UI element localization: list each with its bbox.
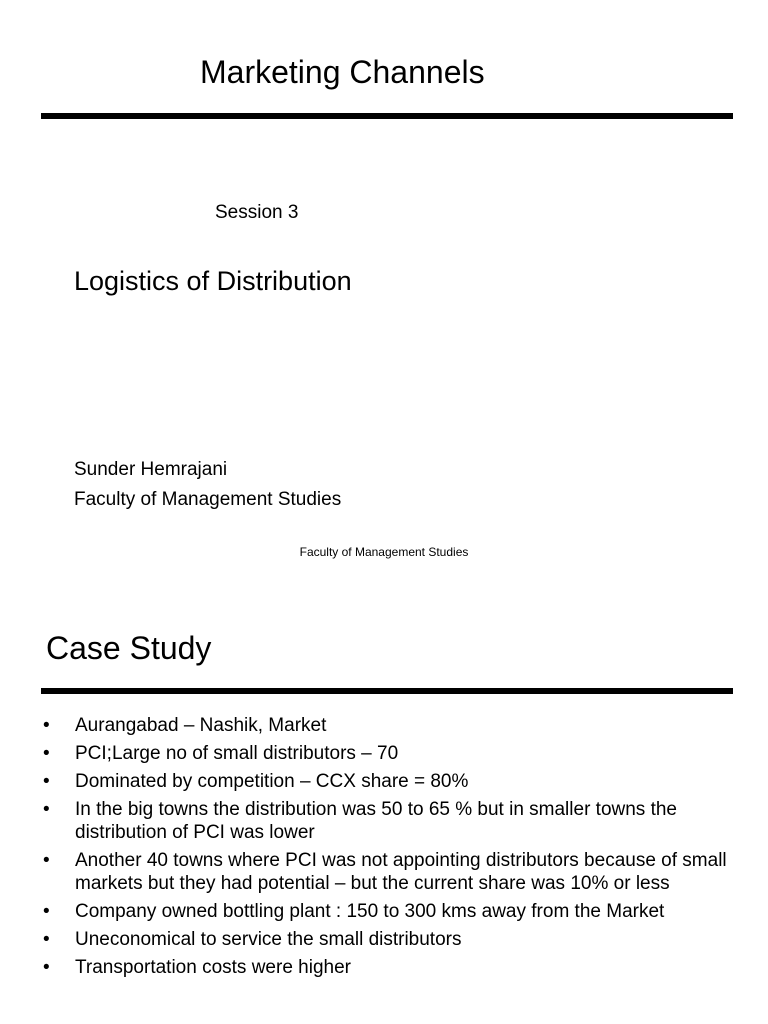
slide-title: Case Study [46, 630, 212, 666]
bullet-item [43, 956, 733, 979]
bullet-item [43, 900, 733, 923]
slide-case-study [0, 590, 768, 1024]
bullet-icon: • [43, 743, 50, 764]
bullet-text: Company owned bottling plant : 150 to 300 kms away from the Market [75, 901, 665, 922]
title-underline [41, 688, 733, 694]
bullet-icon: • [43, 799, 50, 820]
bullet-list [43, 714, 733, 984]
bullet-text: Another 40 towns where PCI was not appointing distributors because of small markets but they had potential – but the current share was 10% or less [75, 850, 727, 894]
bullet-text: Aurangabad – Nashik, Market [75, 715, 327, 736]
slide-title: Marketing Channels [200, 54, 485, 90]
bullet-text: Dominated by competition – CCX share = 80% [75, 771, 469, 792]
bullet-icon: • [43, 715, 50, 736]
bullet-icon: • [43, 901, 50, 922]
bullet-item [43, 742, 733, 765]
bullet-item [43, 714, 733, 737]
bullet-icon: • [43, 771, 50, 792]
bullet-text: Uneconomical to service the small distributors [75, 929, 462, 950]
title-underline [41, 113, 733, 119]
slide-footer [0, 544, 768, 560]
author-affiliation: Faculty of Management Studies [74, 489, 342, 510]
bullet-item [43, 928, 733, 951]
bullet-text: PCI;Large no of small distributors – 70 [75, 743, 399, 764]
bullet-item [43, 770, 733, 793]
bullet-item [43, 849, 733, 895]
author-name: Sunder Hemrajani [74, 459, 228, 480]
bullet-item [43, 798, 733, 844]
bullet-icon: • [43, 929, 50, 950]
bullet-icon: • [43, 957, 50, 978]
session-label: Session 3 [215, 202, 299, 223]
bullet-icon: • [43, 850, 50, 871]
footer-text: Faculty of Management Studies [299, 545, 469, 559]
author-block [74, 455, 341, 515]
bullet-text: In the big towns the distribution was 50 to 65 % but in smaller towns the distribution of PCI was lower [75, 799, 677, 843]
slide-subtitle: Logistics of Distribution [74, 266, 352, 296]
bullet-text: Transportation costs were higher [75, 957, 351, 978]
